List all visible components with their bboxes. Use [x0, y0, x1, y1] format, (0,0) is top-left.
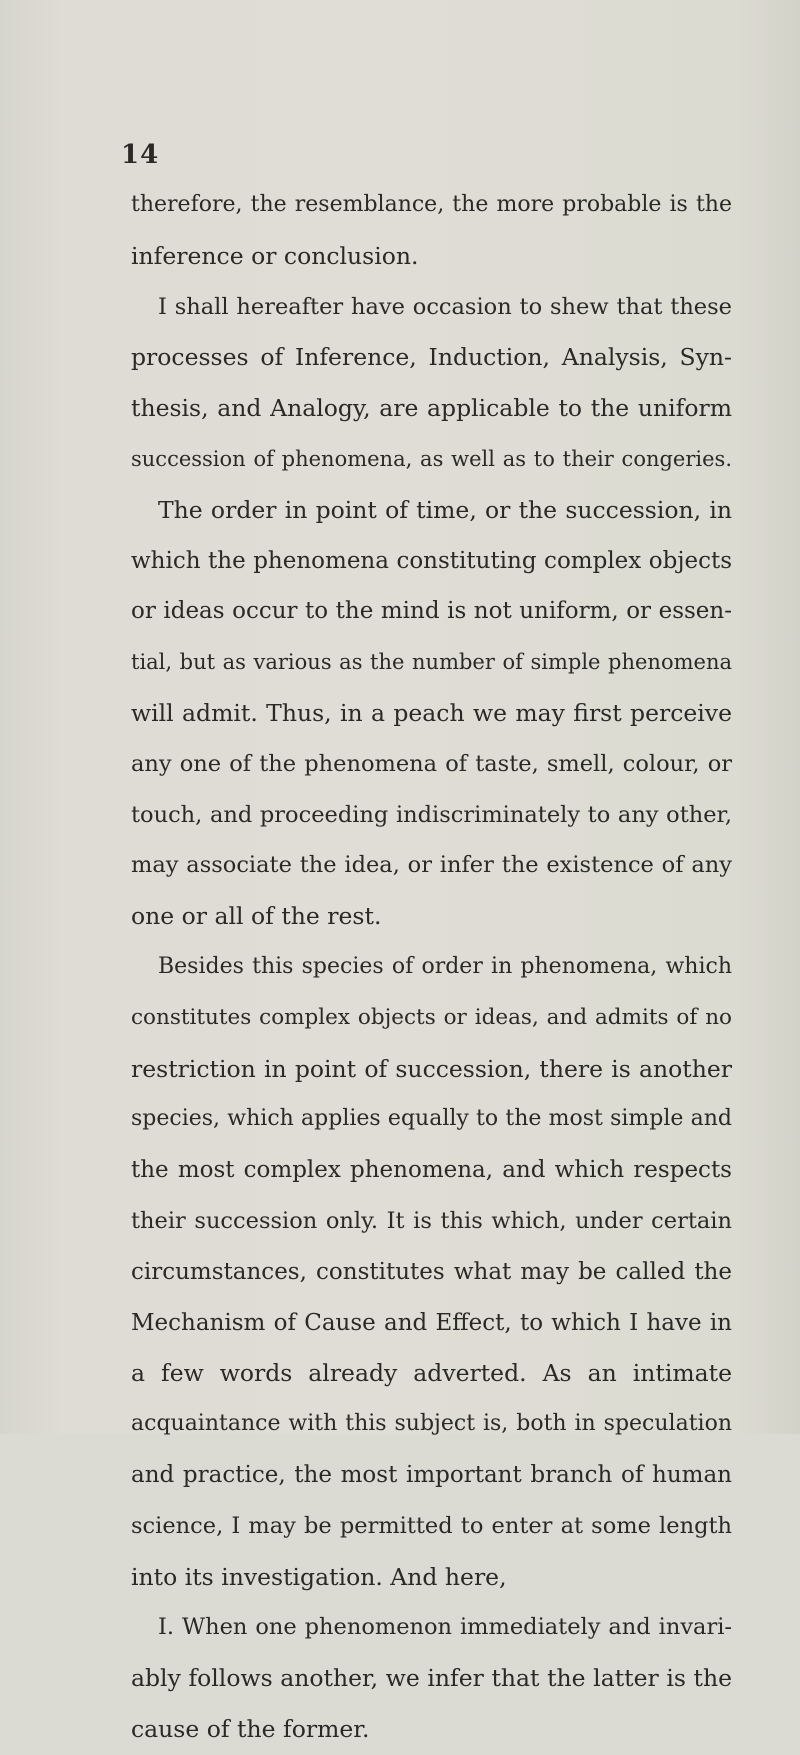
text-line: their succession only. It is this which, under certain	[131, 1207, 732, 1234]
paragraph-start: I shall hereafter have occasion to shew that these	[158, 293, 732, 320]
text-line: ably follows another, we infer that the latter is the	[131, 1664, 732, 1693]
page-number: 14	[121, 140, 160, 170]
paragraph-start: The order in point of time, or the succession, in	[158, 495, 732, 524]
text-line: may associate the idea, or infer the existence of any	[131, 852, 732, 879]
text-line: cause of the former.	[131, 1714, 370, 1743]
text-line: will admit. Thus, in a peach we may first perceive	[131, 698, 732, 727]
text-line: science, I may be permitted to enter at some length	[131, 1512, 732, 1539]
text-line: or ideas occur to the mind is not uniform, or essen-	[131, 598, 732, 625]
text-line: which the phenomena constituting complex objects	[131, 547, 732, 574]
text-line: any one of the phenomena of taste, smell, colour, or	[131, 750, 732, 777]
text-line: circumstances, constitutes what may be called the	[131, 1258, 732, 1285]
text-line: Mechanism of Cause and Effect, to which I have in	[131, 1309, 732, 1336]
text-line: and practice, the most important branch of human	[131, 1461, 732, 1488]
text-line: therefore, the resemblance, the more probable is the	[131, 192, 732, 217]
text-line: thesis, and Analogy, are applicable to the uniform	[131, 394, 732, 423]
text-line: one or all of the rest.	[131, 902, 382, 931]
text-line: touch, and proceeding indiscriminately to any other,	[131, 801, 732, 828]
text-line: processes of Inference, Induction, Analysis, Syn-	[131, 343, 732, 372]
text-line: tial, but as various as the number of simple phenomena	[131, 650, 732, 675]
text-line: succession of phenomena, as well as to their congeries.	[131, 446, 732, 471]
text-line: inference or conclusion.	[131, 241, 419, 270]
body-text	[131, 180, 732, 1755]
text-line: acquaintance with this subject is, both in speculation	[131, 1411, 732, 1437]
text-line: the most complex phenomena, and which respects	[131, 1157, 732, 1184]
text-line: restriction in point of succession, there is another	[131, 1054, 732, 1083]
text-line: a few words already adverted. As an intimate	[131, 1359, 732, 1388]
text-line: species, which applies equally to the most simple and	[131, 1106, 732, 1132]
text-line: constitutes complex objects or ideas, and admits of no	[131, 1004, 732, 1030]
paragraph-start: Besides this species of order in phenomena, which	[158, 953, 732, 979]
text-line: into its investigation. And here,	[131, 1562, 507, 1591]
paragraph-start: I. When one phenomenon immediately and invari-	[158, 1614, 732, 1641]
